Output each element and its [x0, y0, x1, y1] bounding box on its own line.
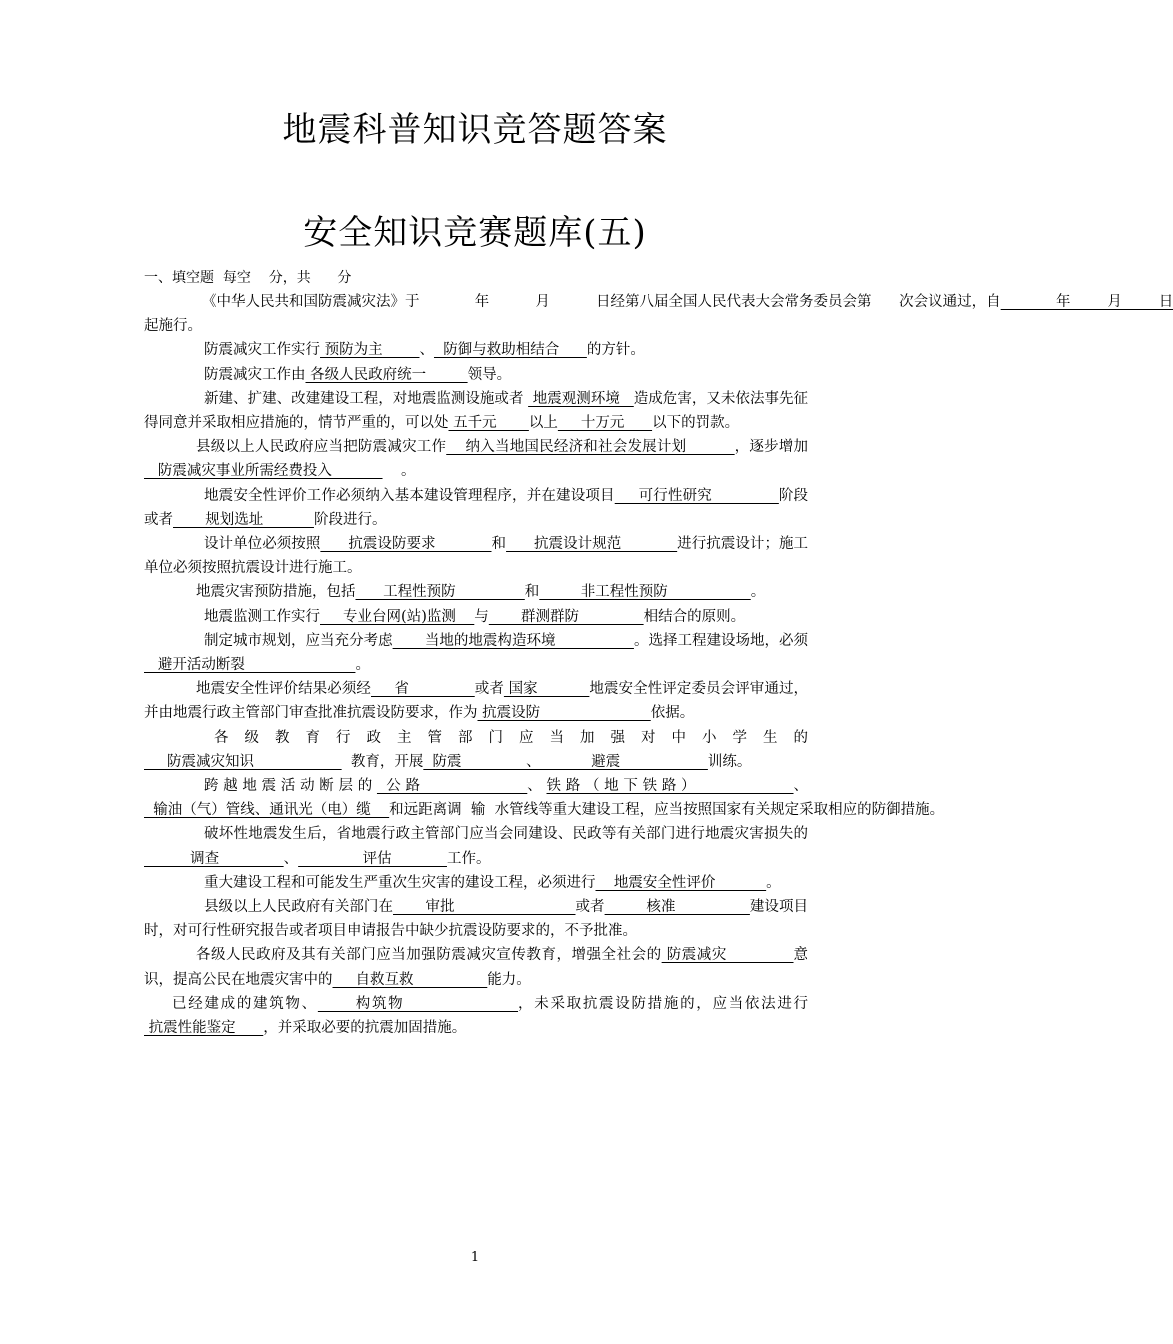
answer-blank: 地震观测环境 [528, 390, 634, 407]
answer-blank: 年 月 日 [1000, 294, 1173, 310]
answer-blank: 群测群防 [488, 608, 644, 625]
answer-blank: 各级人民政府统一 [305, 366, 468, 383]
question-18: 已经建成的建筑物、 构筑物 ，未采取抗震设防措施的，应当依法进行 抗震性能鉴定 ，并采取必要的抗震加固措施。 [144, 995, 809, 1037]
question-5: 县级以上人民政府应当把防震减灾工作 纳入当地国民经济和社会发展计划 ，逐步增加 防震减灾事业所需经费投入 。 [144, 439, 809, 480]
question-1: 《中华人民共和国防震减灾法》于 年 月 日经第八届全国人民代表大会常务委员会第 次会议通过，自 年 月 日起施行。 [144, 294, 1173, 335]
question-3: 防震减灾工作由 各级人民政府统一 领导。 [204, 366, 512, 383]
question-6: 地震安全性评价工作必须纳入基本建设管理程序，并在建设项目 可行性研究 阶段或者 规划选址 阶段进行。 [144, 487, 809, 528]
answer-blank: 省 [371, 681, 475, 698]
question-10: 制定城市规划，应当充分考虑 当地的地震构造环境 。选择工程建设场地，必须 避开活动断裂 。 [144, 632, 809, 674]
answer-blank: 预防为主 [320, 342, 420, 359]
question-2: 防震减灾工作实行 预防为主 、 防御与救助相结合 的方针。 [204, 342, 645, 359]
section-heading: 一、填空题 每空 分，共 分 [144, 270, 352, 286]
question-15: 重大建设工程和可能发生严重次生灾害的建设工程，必须进行 地震安全性评价 。 [204, 874, 781, 891]
answer-blank: 公路 [376, 778, 528, 795]
answer-blank: 十万元 [557, 415, 653, 432]
answer-blank: 核准 [604, 899, 750, 916]
answer-blank: 地震安全性评价 [595, 874, 767, 891]
question-16: 县级以上人民政府有关部门在 审批 或者 核准 建设项目时，对可行性研究报告或者项目申请报告中缺少抗震设防要求的，不予批准。 [144, 899, 809, 940]
answer-blank: 纳入当地国民经济和社会发展计划 [446, 439, 735, 456]
answer-blank: 专业台网(站)监测 [320, 608, 475, 625]
question-8: 地震灾害预防措施，包括 工程性预防 和 非工程性预防 。 [196, 584, 766, 601]
answer-blank: 工程性预防 [355, 584, 525, 601]
answer-blank: 防震减灾知识 [144, 753, 342, 770]
question-9: 地震监测工作实行 专业台网(站)监测 与 群测群防 相结合的原则。 [204, 608, 746, 625]
answer-blank: 规划选址 [173, 511, 314, 528]
answer-blank: 防御与救助相结合 [433, 342, 587, 359]
answer-blank: 非工程性预防 [539, 584, 751, 601]
answer-blank: 输油（气）管线、通讯光（电）缆 [144, 802, 390, 819]
question-list [144, 290, 1173, 1040]
question-12: 各级教育行政主管部门应当加强对中小学生的 防震减灾知识 教育，开展 防震 、 避震 训练。 [144, 729, 808, 770]
answer-blank: 可行性研究 [614, 487, 779, 504]
answer-blank: 铁路（地下铁路） [546, 778, 794, 795]
document-title: 地震科普知识竞答题答案 [282, 110, 668, 150]
page-number: 1 [470, 1250, 480, 1265]
answer-blank: 审批 [393, 899, 576, 916]
answer-blank: 避开活动断裂 [144, 657, 356, 674]
answer-blank: 防震减灾 [661, 947, 794, 964]
answer-blank: 抗震性能鉴定 [144, 1020, 264, 1037]
question-11: 地震安全性评价结果必须经 省 或者 国家 地震安全性评定委员会评审通过，并由地震行政主管部门审查批准抗震设防要求，作为 抗震设防 依据。 [144, 681, 809, 722]
answer-blank: 防震减灾事业所需经费投入 [144, 463, 383, 480]
answer-blank: 五千元 [448, 415, 529, 432]
answer-blank: 抗震设防要求 [320, 536, 492, 553]
answer-blank: 构筑物 [317, 995, 519, 1012]
answer-blank: 抗震设防 [477, 705, 651, 722]
answer-blank: 国家 [503, 681, 590, 698]
answer-blank: 抗震设计规范 [506, 536, 678, 553]
answer-blank: 评估 [298, 850, 447, 867]
question-17: 各级人民政府及其有关部门应当加强防震减灾宣传教育，增强全社会的 防震减灾 意识，提高公民在地震灾害中的 自救互救 能力。 [144, 947, 809, 988]
question-13: 跨越地震活动断层的 公路 、铁路（地下铁路） 、 输油（气）管线、通讯光（电）缆 和远距离调 输 水管线等重大建设工程，应当按照国家有关规定采取相应的防御措施。 [144, 778, 945, 819]
answer-blank: 当地的地震构造环境 [392, 632, 634, 649]
question-4: 新建、扩建、改建建设工程，对地震监测设施或者 地震观测环境 造成危害，又未依法事先征得同意并采取相应措施的，情节严重的，可以处 五千元 以上 十万元 以下的罚款。 [144, 390, 809, 432]
question-14: 破坏性地震发生后，省地震行政主管部门应当会同建设、民政等有关部门进行地震灾害损失的 调查 、 评估 工作。 [144, 826, 808, 867]
question-7: 设计单位必须按照 抗震设防要求 和 抗震设计规范 进行抗震设计；施工单位必须按照抗震设计进行施工。 [144, 536, 809, 577]
answer-blank: 防震 、 避震 [423, 753, 708, 770]
answer-blank: 调查 [144, 850, 284, 867]
document-subtitle: 安全知识竞赛题库(五) [303, 213, 647, 253]
answer-blank: 自救互救 [332, 971, 488, 988]
